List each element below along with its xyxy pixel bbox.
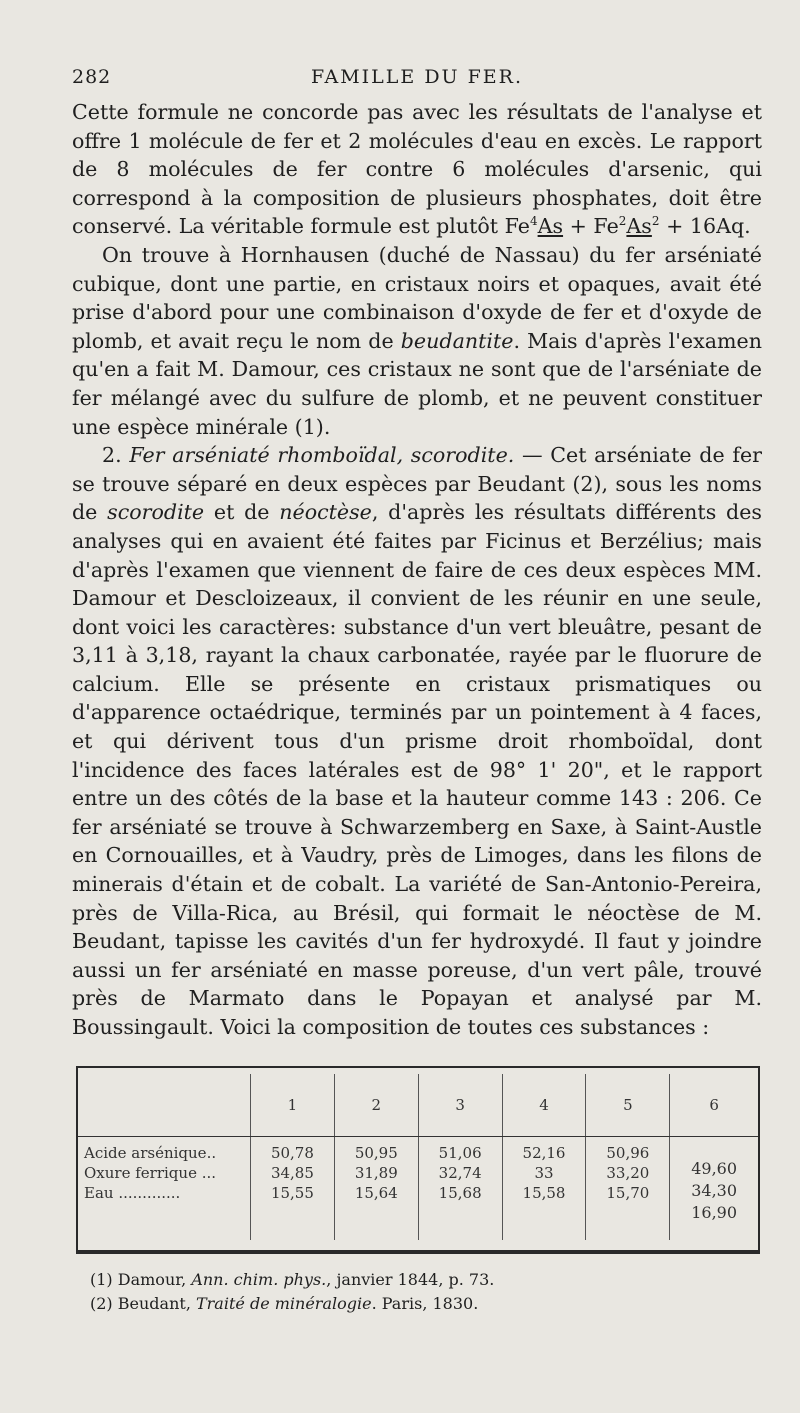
column-header: 3	[418, 1074, 502, 1137]
composition-table	[76, 1066, 760, 1254]
table-row	[78, 1137, 758, 1241]
section-title: Fer arséniaté rhomboïdal, scorodite.	[129, 443, 515, 468]
paragraph-scorodite: 2. Fer arséniaté rhomboïdal, scorodite. — Cet arséniate de fer se trouve séparé en deux espèces par Beudant (2), sous les noms de scorodite et de néoctèse, d'après les résultats différents des analyses qui en avaient été faites par Ficinus et Berzélius; mais d'après l'examen que viennent de faire de ces deux espèces MM. Damour et Descloizeaux, il convient de les réunir en une seule, dont voici les caractères: substance d'un vert bleuâtre, pesant de 3,11 à 3,18, rayant la chaux carbonatée, rayée par le fluorure de calcium. Elle se présente en cristaux prismatiques ou d'apparence octaédrique, terminés par un pointement à 4 faces, et qui dérivent tous d'un prisme droit rhomboïdal, dont l'incidence des faces latérales est de 98° 1' 20", et le rapport entre un des côtés de la base et la hauteur comme 143 : 206. Ce fer arséniaté se trouve à Schwarzemberg en Saxe, à Saint-Austle en Cornouailles, et à Vaudry, près de Limoges, dans les filons de minerais d'étain et de cobalt. La variété de San-Antonio-Pereira, près de Villa-Rica, au Brésil, qui formait le néoctèse de M. Beudant, tapisse les cavités d'un fer hydroxydé. Il faut y joindre aussi un fer arséniaté en masse poreuse, d'un vert pâle, trouvé près de Marmato dans le Popayan et analysé par M. Boussingault. Voici la composition de toutes ces substances :	[72, 443, 762, 1039]
paragraph-formula: Cette formule ne concorde pas avec les résultats de l'analyse et offre 1 molécule de fer et 2 molécules d'eau en excès. Le rapport de 8 molécules de fer contre 6 molécules d'arsenic, qui correspond à la composition de plusieurs phosphates, doit être conservé. La véritable formule est plutôt Fe$^4$As + Fe$^2$As$^2$ + 16Aq.	[72, 100, 762, 239]
table-cell: 51,06 32,74 15,68	[418, 1137, 502, 1241]
footnotes	[90, 1268, 750, 1316]
column-header: 1	[251, 1074, 335, 1137]
body-text	[72, 98, 762, 1042]
column-header: 4	[502, 1074, 586, 1137]
table-cell: 50,78 34,85 15,55	[251, 1137, 335, 1241]
table-cell: 50,96 33,20 15,70	[586, 1137, 670, 1241]
table-cell: 49,60 34,30 16,90	[670, 1137, 758, 1241]
footnote-1: (1) Damour, Ann. chim. phys., janvier 1844, p. 73.	[90, 1270, 495, 1289]
chemical-formula: Fe$^4$As + Fe$^2$As$^2$ + 16Aq.	[504, 214, 751, 239]
table-cell: 50,95 31,89 15,64	[334, 1137, 418, 1241]
table-header-row	[78, 1074, 758, 1137]
column-header: 6	[670, 1074, 758, 1137]
column-header: 2	[334, 1074, 418, 1137]
row-labels: Acide arsénique.. Oxure ferrique ... Eau .............	[84, 1144, 217, 1202]
running-title: FAMILLE DU FER.	[310, 66, 524, 88]
column-header: 5	[586, 1074, 670, 1137]
paragraph-beudantite: On trouve à Hornhausen (duché de Nassau) du fer arséniaté cubique, dont une partie, en cristaux noirs et opaques, avait été prise d'abord pour une combinaison d'oxyde de fer et d'oxyde de plomb, et avait reçu le nom de beudantite. Mais d'après l'examen qu'en a fait M. Damour, ces cristaux ne sont que de l'arséniate de fer mélangé avec du sulfure de plomb, et ne peuvent constituer une espèce minérale (1).	[72, 242, 762, 439]
table-cell: 52,16 33 15,58	[502, 1137, 586, 1241]
term-beudantite: beudantite	[400, 328, 514, 353]
footnote-2: (2) Beudant, Traité de minéralogie. Paris, 1830.	[90, 1294, 479, 1313]
page-number: 282	[72, 66, 112, 88]
